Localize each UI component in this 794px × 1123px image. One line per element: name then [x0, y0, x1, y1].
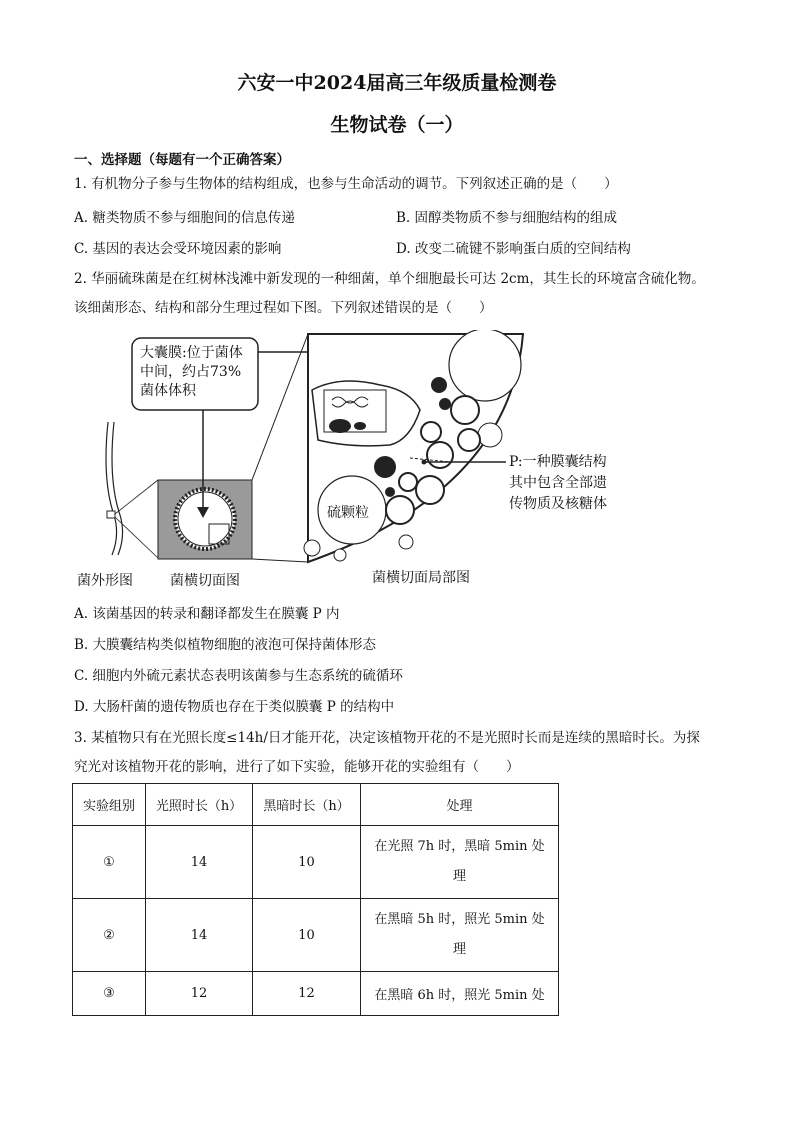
question-2-stem-line2: 该细菌形态、结构和部分生理过程如下图。下列叙述错误的是（ ）: [74, 300, 493, 316]
p-callout-line: 传物质及核糖体: [509, 496, 607, 512]
sulfur-granule-label: 硫颗粒: [327, 505, 369, 521]
p-callout-line: 其中包含全部遗: [509, 475, 607, 491]
table-header-row: [73, 784, 559, 826]
table-cell: 10: [253, 826, 361, 899]
vacuole-callout-line: 中间，约占73%: [140, 364, 242, 380]
page-subtitle: 生物试卷（一）: [330, 114, 464, 136]
q1-option-d: D. 改变二硫键不影响蛋白质的空间结构: [396, 241, 631, 257]
section-heading: 一、选择题（每题有一个正确答案）: [74, 152, 290, 168]
treatment-line: 理: [452, 942, 466, 957]
p-callout-line: P:一种膜囊结构: [509, 454, 607, 470]
experiment-table: [72, 783, 559, 1016]
table-header: 实验组别: [73, 784, 146, 826]
table-header: 处理: [361, 784, 559, 826]
question-1-stem: 1. 有机物分子参与生物体的结构组成，也参与生命活动的调节。下列叙述正确的是（ ）: [74, 176, 618, 192]
table-cell: 14: [146, 826, 253, 899]
vacuole-callout-text: [140, 344, 243, 401]
q2-option-c: C. 细胞内外硫元素状态表明该菌参与生态系统的硫循环: [74, 668, 403, 684]
table-row: [73, 972, 559, 1016]
treatment-line: 理: [452, 869, 466, 884]
filament-slice-marker: [107, 511, 115, 518]
treatment-line: 在光照 7h 时，黑暗 5min 处: [374, 839, 545, 854]
question-2-stem-line1: 2. 华丽硫珠菌是在红树林浅滩中新发现的一种细菌，单个细胞最长可达 2cm，其生长的环境富含硫化物。: [74, 271, 705, 287]
question-3-stem-line2: 究光对该植物开花的影响，进行了如下实验，能够开花的实验组有（ ）: [74, 759, 520, 775]
page-title: 六安一中2024届高三年级质量检测卷: [237, 72, 557, 94]
caption-partial-section: 菌横切面局部图: [372, 570, 470, 586]
table-cell: 12: [146, 972, 253, 1016]
table-row: [73, 899, 559, 972]
table-cell-treatment: [361, 899, 559, 972]
table-row: [73, 826, 559, 899]
question-3-stem-line1: 3. 某植物只有在光照长度≤14h/日才能开花，决定该植物开花的不是光照时长而是连续的黑暗时长。为探: [74, 730, 700, 746]
filament-outline: [106, 422, 117, 555]
table-cell: ②: [73, 899, 146, 972]
table-header: 光照时长（h）: [146, 784, 253, 826]
q2-option-d: D. 大肠杆菌的遗传物质也存在于类似膜囊 P 的结构中: [74, 699, 395, 715]
treatment-line: 在黑暗 5h 时，照光 5min 处: [374, 912, 545, 927]
q1-option-a: A. 糖类物质不参与细胞间的信息传递: [74, 210, 295, 226]
table-cell: 10: [253, 899, 361, 972]
q1-option-b: B. 固醇类物质不参与细胞结构的组成: [396, 210, 618, 226]
vacuole-callout-line: 大囊膜:位于菌体: [140, 345, 243, 361]
p-callout-text: [509, 452, 607, 515]
table-cell: ③: [73, 972, 146, 1016]
table-cell: 12: [253, 972, 361, 1016]
table-cell-treatment: [361, 972, 559, 1016]
treatment-line: 在黑暗 6h 时，照光 5min 处: [374, 988, 545, 1003]
q2-option-a: A. 该菌基因的转录和翻译都发生在膜囊 P 内: [74, 606, 340, 622]
q2-option-b: B. 大膜囊结构类似植物细胞的液泡可保持菌体形态: [74, 637, 377, 653]
caption-outer-view: 菌外形图: [77, 573, 133, 589]
table-cell: 14: [146, 899, 253, 972]
table-header: 黑暗时长（h）: [253, 784, 361, 826]
caption-cross-section: 菌横切面图: [170, 573, 240, 589]
table-cell: ①: [73, 826, 146, 899]
q1-option-c: C. 基因的表达会受环境因素的影响: [74, 241, 282, 257]
vacuole-callout-line: 菌体体积: [140, 383, 196, 399]
table-cell-treatment: [361, 826, 559, 899]
